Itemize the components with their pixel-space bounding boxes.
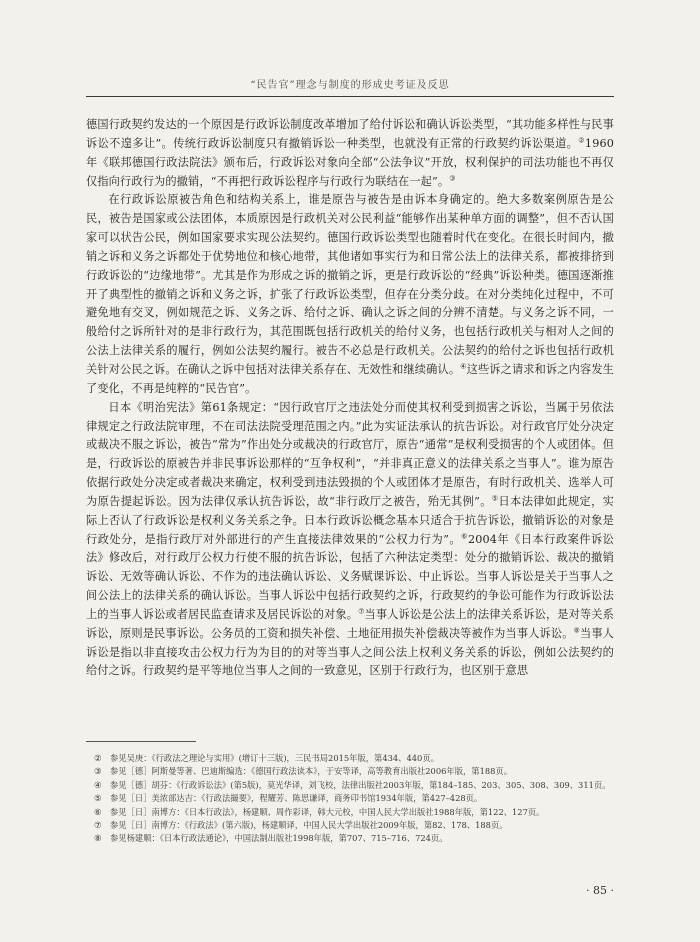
- footnote-text: 参见［德］胡芬：《行政诉讼法》(第5版)，莫光华译，刘飞校，法律出版社2003年版，第184–185、203、305、308、309、311页。: [110, 779, 611, 790]
- paragraph-text: 德国行政契约发达的一个原因是行政诉讼制度改革增加了给付诉讼和确认诉讼类型，“其功能多样性与民事诉讼不遑多让”。传统行政诉讼制度只有撤销诉讼一种类型，也就没有正常的行政契约诉讼渠道。: [86, 118, 614, 150]
- footnote-text: 参见杨建顺：《日本行政法通论》，中国法制出版社1998年版，第707、715–716、724页。: [110, 833, 448, 844]
- footnote-separator: [86, 741, 196, 742]
- footnote: [86, 819, 614, 832]
- footnote-number: ⑤: [94, 793, 102, 804]
- footnote-number: ⑥: [94, 806, 102, 817]
- footnote-ref: ③: [449, 173, 456, 182]
- footnote: [86, 779, 614, 792]
- paragraph-text: 当事人诉讼是公法上的法律关系诉讼，是对等关系诉讼，原则是民事诉讼。公务员的工资和损失补偿、土地征用损失补偿裁决等被作为当事人诉讼。: [86, 607, 614, 640]
- footnote-text: 参见［日］南博方：《日本行政法》，杨建顺、周作彩译，韩大元校，中国人民大学出版社1988年版，第122、127页。: [110, 806, 545, 817]
- footnotes: [86, 752, 614, 846]
- footnote-text: 参见［德］阿斯曼等著、巴迪斯编选：《德国行政法读本》，于安等译，高等教育出版社2006年版，第188页。: [110, 766, 513, 777]
- paragraph-text: 在行政诉讼原被告角色和结构关系上，谁是原告与被告是由诉本身确定的。绝大多数案例原告是公民，被告是国家或公法团体，本质原因是行政机关对公民利益“能够作出某种单方面的调整”，但不否认国家可以状告公民，例如国家要求实现公法契约。德国行政诉讼类型也随着时代在变化。在很长时间内，撤销之诉和义务之诉都处于优势地位和核心地带，其他诸如事实行为和日常公法上的法律关系，都被排挤到行政诉讼的“边缘地带”。尤其是作为形成之诉的撤销之诉，更是行政诉讼的“经典”诉讼种类。德国逐渐推开了典型性的撤销之诉和义务之诉，扩张了行政诉讼类型，但存在分类分歧。在对分类纯化过程中，不可避免地有交叉，例如规范之诉、义务之诉、给付之诉、确认之诉之间的分辨不清楚。与义务之诉不同，一般给付之诉所针对的是非行政行为，其范围既包括行政机关的给付义务，也包括行政机关与相对人之间的公法上法律关系的履行，例如公法契约履行。被告不必总是行政机关。公法契约的给付之诉也包括行政机关针对公民之诉。在确认之诉中包括对法律关系存在、无效性和继续确认。: [86, 193, 614, 376]
- footnote-number: ⑦: [94, 820, 102, 831]
- footnote: [86, 832, 614, 845]
- footnote-text: 参见［日］美浓部达吉：《行政法撮要》，程耀芳、陈思谦译，商务印书馆1934年版，第427–428页。: [110, 793, 483, 804]
- footnote-ref: ⑦: [358, 607, 365, 616]
- page-number: · 85 ·: [586, 884, 614, 897]
- body-paragraph: [86, 191, 614, 398]
- footnote-text: 参见［日］南博方：《行政法》(第六版)，杨建顺译，中国人民大学出版社2009年版，第82、178、188页。: [110, 820, 508, 831]
- paragraph-text: 1960年《联邦德国行政法院法》颁布后，行政诉讼对象向全部“公法争议”开放，权利保护的司法功能也不再仅仅指向行政行为的撤销，“不再把行政诉讼程序与行政行为联结在一起”。: [86, 136, 614, 188]
- running-header: “民告官”理念与制度的形成史考证及反思: [250, 80, 450, 91]
- header-rule: [86, 96, 614, 97]
- body-paragraph: [86, 116, 614, 191]
- paragraph-text: 2004年《日本行政案件诉讼法》修改后，对行政厅公权力行使不服的抗告诉讼，包括了六种法定类型：处分的撤销诉讼、裁决的撤销诉讼、无效等确认诉讼、不作为的违法确认诉讼、义务赋课诉讼、中止诉讼。当事人诉讼是关于当事人之间公法上的法律关系的确认诉讼。当事人诉讼中包括行政契约之诉，行政契约的争讼可能作为行政诉讼法上的当事人诉讼或者居民监查请求及居民诉讼的对象。: [86, 532, 614, 621]
- paragraph-text: 当事人诉讼是指以非直接攻击公权力行为为目的的对等当事人之间公法上权利义务关系的诉讼，例如公法契约的给付之诉。行政契约是平等地位当事人之间的一致意见，区别于行政行为，也区别于意思: [86, 626, 614, 678]
- footnote: [86, 752, 614, 765]
- footnote-ref: ④: [460, 362, 467, 371]
- paragraph-text: 日本《明治宪法》第61条规定：“因行政官厅之违法处分而使其权利受到损害之诉讼，当属于另依法律规定之行政法院审理，不在司法法院受理范围之内。”此为实证法承认的抗告诉讼。对行政官厅处分决定或裁决不服之诉讼，被告“常为”作出处分或裁决的行政官厅，原告“通常”是权利受损害的个人或团体。但是，行政诉讼的原被告并非民事诉讼那样的“互争权利”，“并非真正意义的法律关系之当事人”。谁为原告依据行政处分决定或者裁决来确定，权利受到违法毁损的个人或团体才是原告，有时行政机关、选举人可为原告提起诉讼。因为法律仅承认抗告诉讼，故“非行政厅之被告，殆无其例”。: [86, 400, 614, 508]
- footnote-ref: ⑧: [573, 626, 580, 635]
- body-paragraph: [86, 399, 614, 682]
- footnote-number: ④: [94, 779, 102, 790]
- footnote: [86, 792, 614, 805]
- footnote-ref: ⑤: [491, 494, 499, 503]
- body-text: [86, 116, 614, 681]
- footnote-text: 参见吴庚：《行政法之理论与实用》(增订十三版)，三民书局2015年版，第434、440页。: [110, 753, 439, 763]
- footnote: [86, 806, 614, 819]
- footnote-number: ②: [94, 753, 102, 763]
- footnote-number: ③: [94, 766, 102, 777]
- paragraph-text: 这些诉之请求和诉之内容发生了变化，不再是纯粹的“民告官”。: [86, 362, 615, 395]
- paragraph-text: 日本法律如此规定，实际上否认了行政诉讼是权利义务关系之争。日本行政诉讼概念基本只适合于抗告诉讼，撤销诉讼的对象是行政处分，是指行政厅对外部进行的产生直接法律效果的“公权力行为”。: [86, 494, 614, 546]
- footnote-ref: ⑥: [461, 531, 468, 540]
- footnote-ref: ②: [578, 136, 585, 145]
- footnote: [86, 765, 614, 778]
- footnote-number: ⑧: [94, 833, 102, 844]
